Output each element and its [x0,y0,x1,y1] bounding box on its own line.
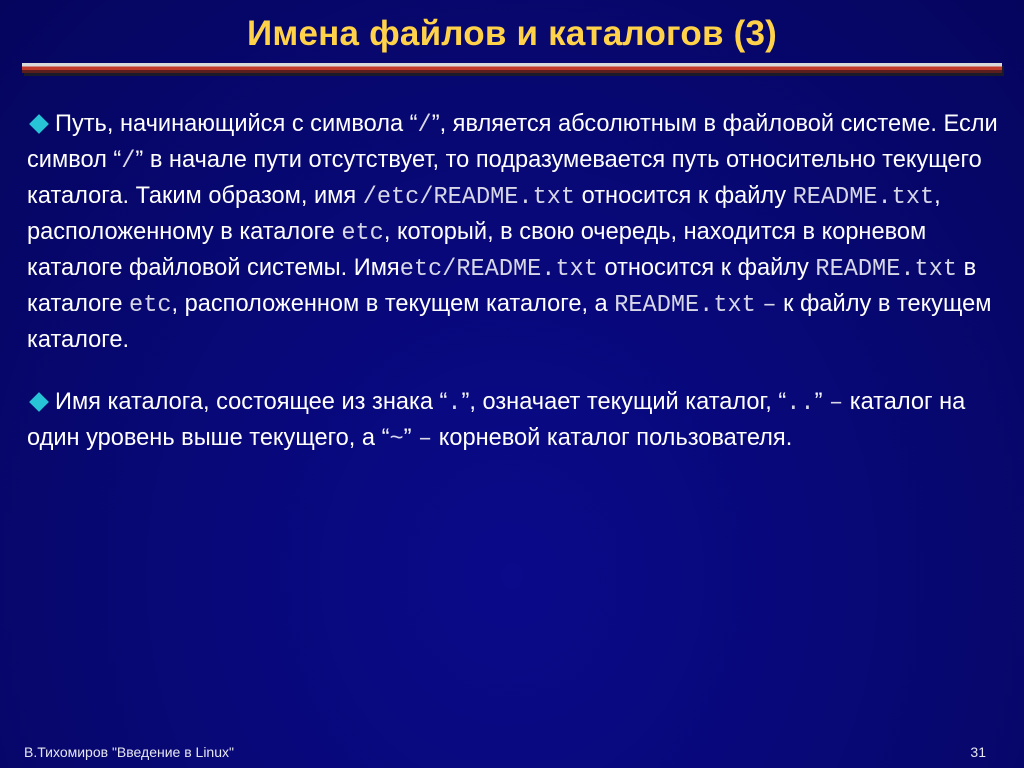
code-dash: – [418,426,433,453]
slide-body [27,107,1002,457]
text: ” [814,389,829,415]
code-slash: / [121,148,136,175]
page-number: 31 [970,744,986,760]
text: ” в начале пути отсутствует, то подразумевается путь относительно текущего каталога. Таким образом, имя [27,147,982,209]
text: в каталоге [27,255,977,317]
code-filename: README.txt [614,292,756,319]
code-dotdot: .. [786,390,815,417]
code-path: /etc/README.txt [362,184,576,211]
slide-title: Имена файлов и каталогов (3) [247,14,777,53]
text: относится к файлу [575,183,793,209]
code-dot: . [447,390,462,417]
text: ”, означает текущий каталог, “ [461,389,787,415]
code-dash: – [829,390,844,417]
text: каталог на один уровень выше текущего, а “ [27,389,966,451]
text: ”, является абсолютным в файловой системе. Если символ “ [27,111,998,173]
code-path: etc/README.txt [399,256,598,283]
diamond-bullet-icon [29,392,49,412]
text: , который, в свою очередь, находится в корневом каталоге файловой системы. Имя [27,219,927,281]
code-filename: README.txt [815,256,958,283]
code-filename: README.txt [792,184,935,211]
paragraph-special-dirs [27,385,1002,457]
text: корневой каталог пользователя. [432,425,793,451]
code-slash: / [417,112,432,139]
text: к файлу в текущем каталоге. [27,291,992,353]
text: относится к файлу [597,255,816,281]
paragraph-absolute-path [27,107,1002,357]
title-divider [22,63,1002,73]
code-dirname: etc [341,220,384,247]
code-dash: – [762,292,777,319]
diamond-bullet-icon [29,114,49,134]
text: , расположенному в каталоге [27,183,941,245]
text: ” [403,425,419,451]
code-tilde: ~ [389,426,404,453]
code-dirname: etc [129,292,172,319]
footer-author: В.Тихомиров "Введение в Linux" [24,744,234,760]
text: Имя каталога, состоящее из знака “ [55,389,448,415]
text: Путь, начинающийся с символа “ [55,111,418,137]
text: , расположенном в текущем каталоге, а [171,291,615,317]
